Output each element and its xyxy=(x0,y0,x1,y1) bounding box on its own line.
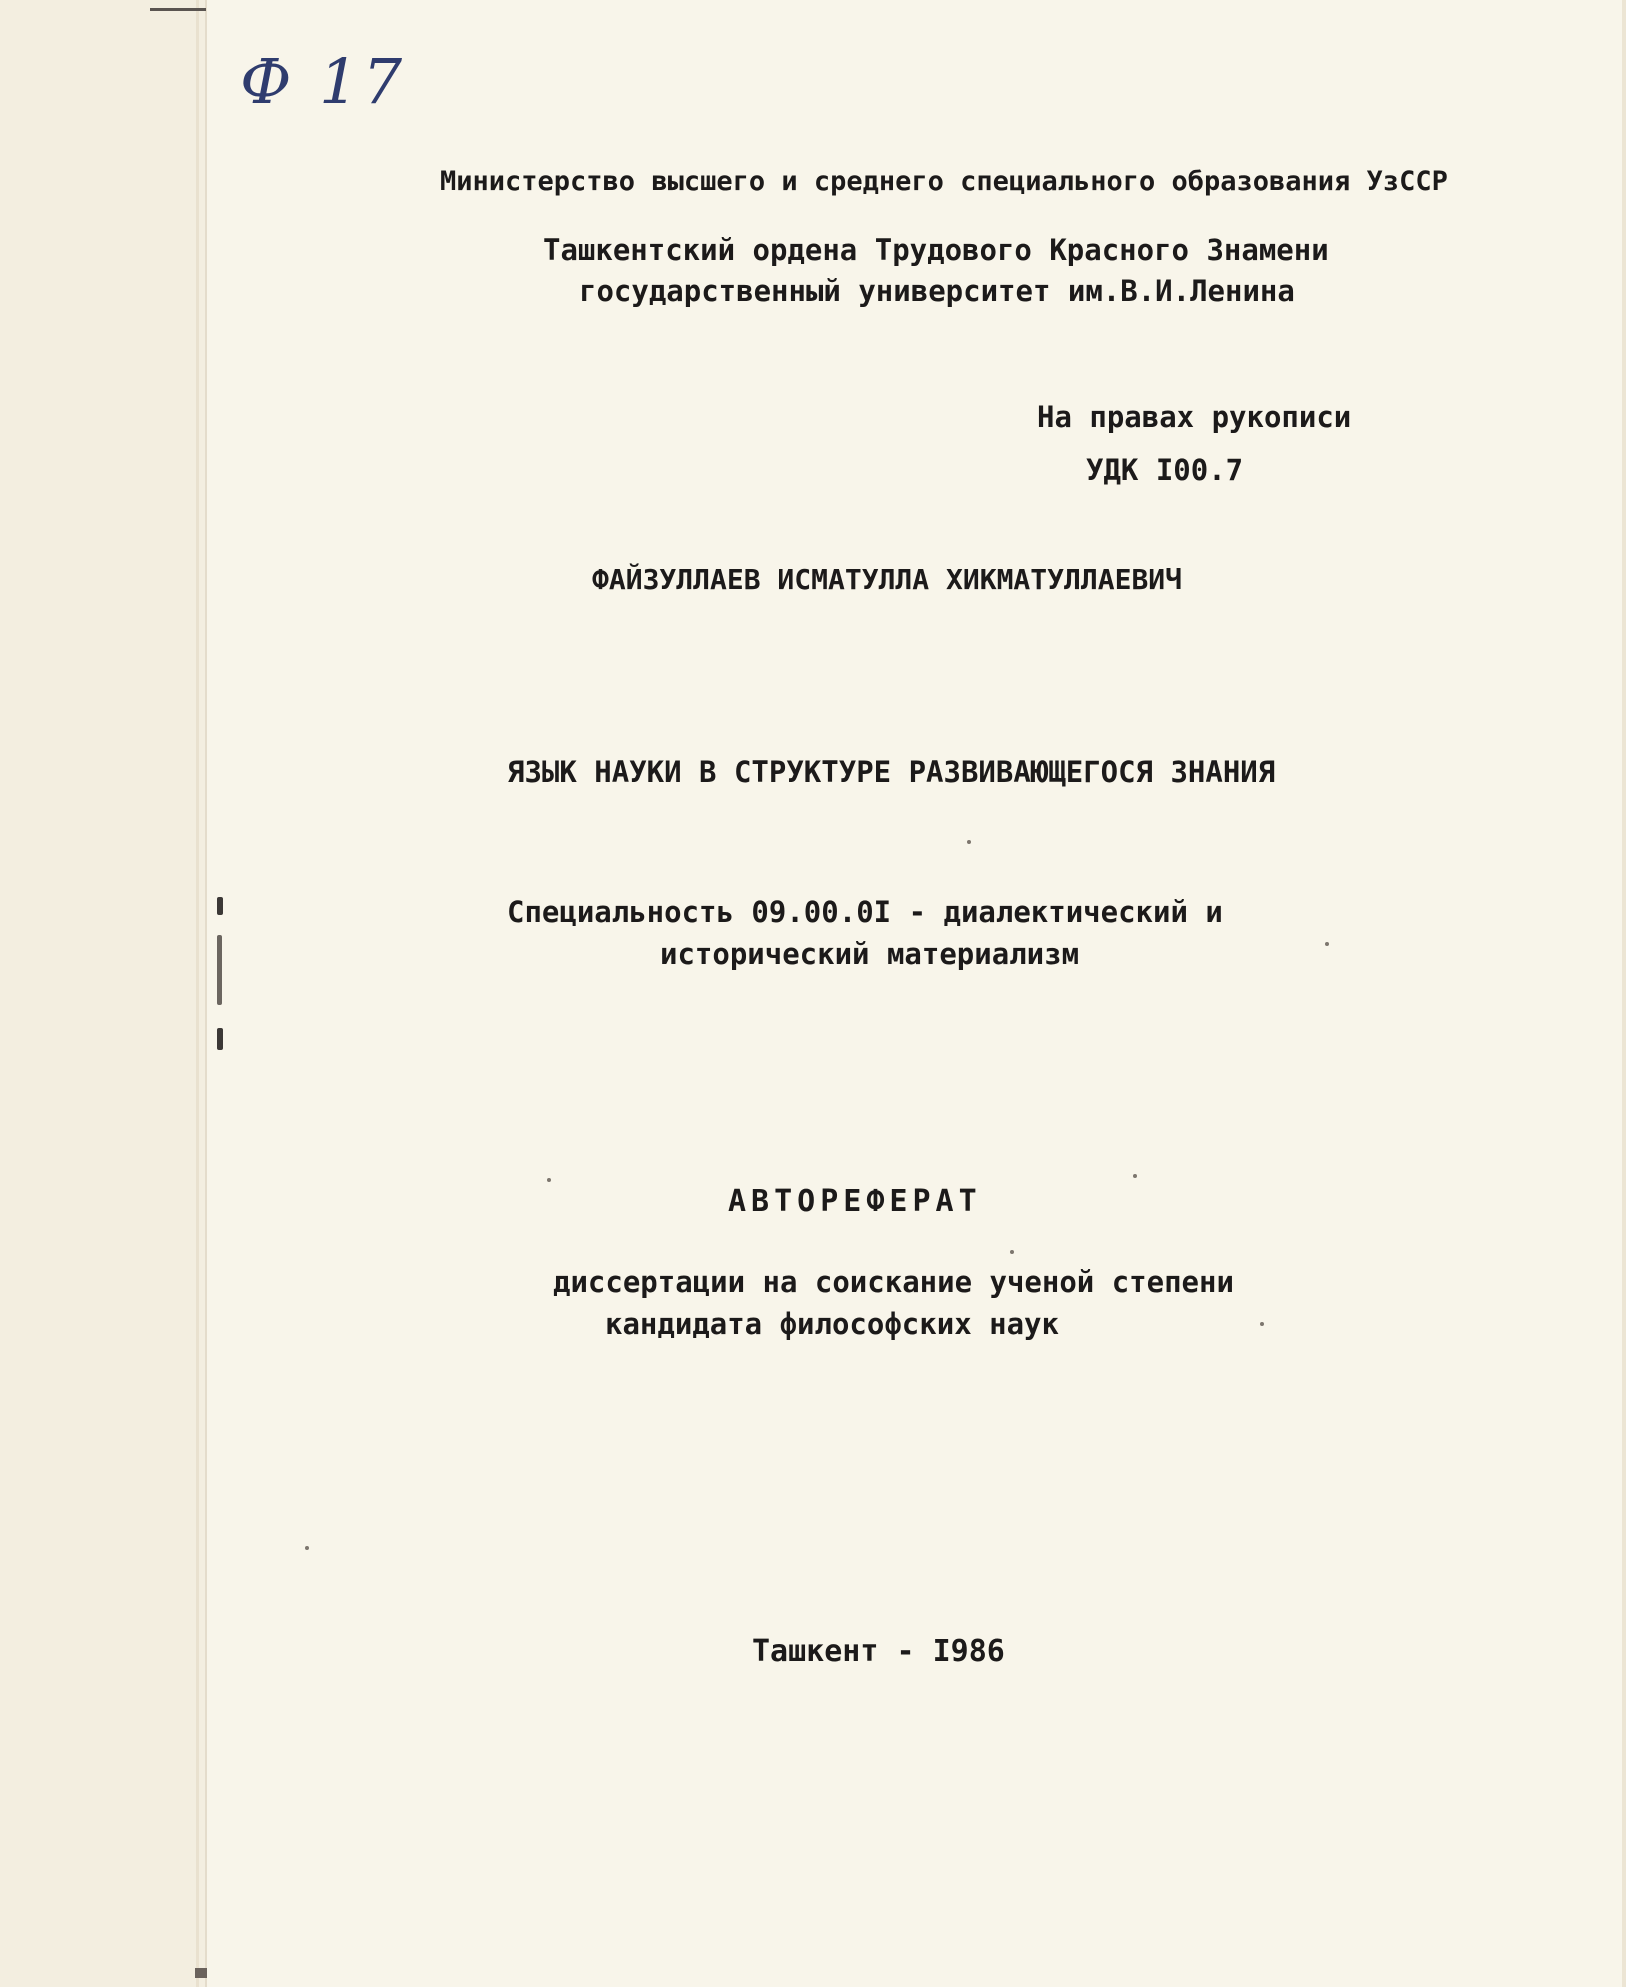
scan-edge-mark-bottom xyxy=(195,1968,207,1978)
binding-thread-bottom xyxy=(217,1028,223,1050)
page-right-edge xyxy=(1622,0,1626,1987)
specialty-line-1: Специальность 09.00.0I - диалектический и xyxy=(507,895,1223,929)
udk-code: УДК I00.7 xyxy=(1086,453,1244,487)
scan-edge-mark-top xyxy=(150,8,206,11)
paper-speck xyxy=(967,840,971,844)
document-type-heading: АВТОРЕФЕРАТ xyxy=(728,1184,982,1219)
dissertation-title: ЯЗЫК НАУКИ В СТРУКТУРЕ РАЗВИВАЮЩЕГОСЯ ЗНАНИЯ xyxy=(507,755,1276,789)
author-name: ФАЙЗУЛЛАЕВ ИСМАТУЛЛА ХИКМАТУЛЛАЕВИЧ xyxy=(592,563,1183,596)
university-line-2: государственный университет им.В.И.Ленина xyxy=(579,274,1295,308)
binding-fold-line xyxy=(196,0,199,1987)
ministry-line: Министерство высшего и среднего специального образования УзССР xyxy=(440,166,1448,197)
specialty-line-2: исторический материализм xyxy=(660,937,1080,971)
place-and-year: Ташкент - I986 xyxy=(752,1634,1005,1669)
paper-speck xyxy=(1260,1322,1264,1326)
degree-line-2: кандидата философских наук xyxy=(605,1307,1059,1341)
degree-line-1: диссертации на соискание ученой степени xyxy=(553,1265,1234,1299)
binding-thread-middle xyxy=(217,935,222,1005)
binding-thread-top xyxy=(217,897,223,915)
paper-speck xyxy=(305,1546,309,1550)
handwritten-catalog-mark: Ф 17 xyxy=(240,45,407,118)
manuscript-rights-note: На правах рукописи xyxy=(1037,400,1352,434)
binding-margin xyxy=(0,0,207,1987)
paper-speck xyxy=(1010,1250,1014,1254)
university-line-1: Ташкентский ордена Трудового Красного Знамени xyxy=(543,233,1329,267)
paper-speck xyxy=(547,1178,551,1182)
paper-speck xyxy=(1133,1174,1137,1178)
paper-speck xyxy=(1325,942,1329,946)
